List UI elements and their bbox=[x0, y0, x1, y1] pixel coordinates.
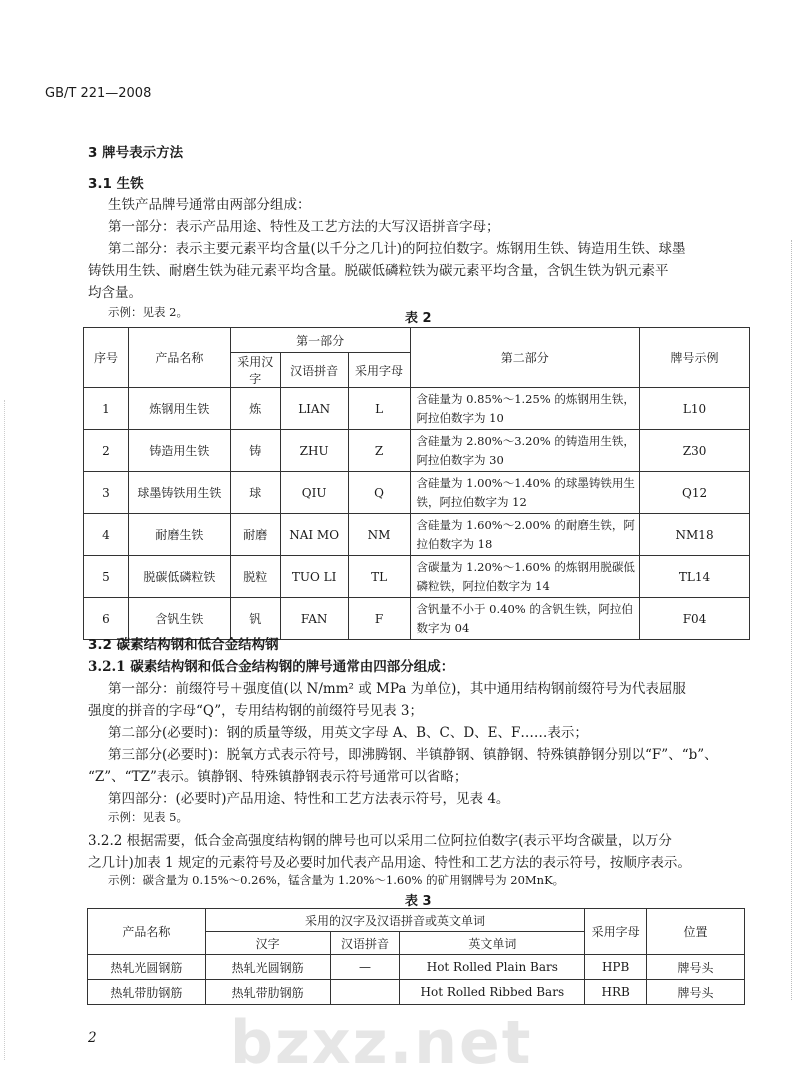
cell-part2: 含碳量为 1.20%～1.60% 的炼钢用脱碳低磷粒铁，阿拉伯数字为 14 bbox=[410, 556, 640, 598]
header-cell: 采用字母 bbox=[585, 909, 647, 955]
standard-number: GB/T 221—2008 bbox=[45, 86, 152, 101]
paragraph: 第一部分：前缀符号＋强度值(以 N/mm² 或 MPa 为单位)，其中通用结构钢前缀符号为代表屈服 bbox=[108, 681, 686, 697]
header-cell: 位置 bbox=[647, 909, 745, 955]
cell-letter: Z bbox=[348, 430, 410, 472]
cell-sample: Q12 bbox=[640, 472, 750, 514]
cell-pinyin: — bbox=[330, 955, 400, 980]
paragraph: 强度的拼音的字母“Q”，专用结构钢的前缀符号见表 3； bbox=[88, 703, 424, 719]
cell-sample: NM18 bbox=[640, 514, 750, 556]
cell-letter: HRB bbox=[585, 980, 647, 1005]
header-cell: 牌号示例 bbox=[640, 328, 750, 388]
cell-hanzi: 热轧带肋钢筋 bbox=[205, 980, 330, 1005]
cell-pinyin: FAN bbox=[280, 598, 348, 640]
header-cell: 序号 bbox=[84, 328, 129, 388]
table-row bbox=[84, 472, 750, 514]
cell-hanzi: 铸 bbox=[230, 430, 280, 472]
cell-pinyin bbox=[330, 980, 400, 1005]
cell-name: 含钒生铁 bbox=[128, 598, 230, 640]
cell-no: 6 bbox=[84, 598, 129, 640]
cell-pinyin: QIU bbox=[280, 472, 348, 514]
header-cell: 产品名称 bbox=[88, 909, 206, 955]
cell-pinyin: NAI MO bbox=[280, 514, 348, 556]
cell-sample: Z30 bbox=[640, 430, 750, 472]
cell-name: 铸造用生铁 bbox=[128, 430, 230, 472]
cell-part2: 含硅量为 2.80%～3.20% 的铸造用生铁，阿拉伯数字为 30 bbox=[410, 430, 640, 472]
header-cell: 汉字 bbox=[205, 932, 330, 955]
cell-pinyin: ZHU bbox=[280, 430, 348, 472]
header-cell: 采用的汉字及汉语拼音或英文单词 bbox=[205, 909, 584, 932]
paragraph: 均含量。 bbox=[88, 285, 142, 301]
cell-hanzi: 炼 bbox=[230, 388, 280, 430]
section-3-1-title: 3.1 生铁 bbox=[88, 176, 144, 192]
clause-3-2-1: 3.2.1 碳素结构钢和低合金结构钢的牌号通常由四部分组成： bbox=[88, 659, 455, 675]
paragraph: 生铁产品牌号通常由两部分组成： bbox=[108, 197, 311, 213]
paragraph: 第二部分：表示主要元素平均含量(以千分之几计)的阿拉伯数字。炼钢用生铁、铸造用生铁、球墨 bbox=[108, 241, 686, 257]
section-3-title: 3 牌号表示方法 bbox=[88, 145, 184, 161]
cell-position: 牌号头 bbox=[647, 980, 745, 1005]
header-cell: 汉语拼音 bbox=[280, 353, 348, 388]
table-row bbox=[88, 955, 745, 980]
paragraph: 第三部分(必要时)：脱氧方式表示符号，即沸腾钢、半镇静钢、镇静钢、特殊镇静钢分别以“F”、“b”、 bbox=[108, 747, 718, 763]
header-cell: 汉语拼音 bbox=[330, 932, 400, 955]
cell-letter: L bbox=[348, 388, 410, 430]
cell-no: 2 bbox=[84, 430, 129, 472]
table-row bbox=[84, 514, 750, 556]
cell-letter: NM bbox=[348, 514, 410, 556]
cell-name: 炼钢用生铁 bbox=[128, 388, 230, 430]
scan-edge bbox=[791, 240, 794, 1000]
cell-hanzi: 球 bbox=[230, 472, 280, 514]
cell-name: 耐磨生铁 bbox=[128, 514, 230, 556]
table-3 bbox=[87, 908, 745, 1005]
header-cell: 采用字母 bbox=[348, 353, 410, 388]
paragraph: 第四部分：(必要时)产品用途、特性和工艺方法表示符号，见表 4。 bbox=[108, 791, 510, 807]
header-cell: 第一部分 bbox=[230, 328, 410, 353]
cell-name: 球墨铸铁用生铁 bbox=[128, 472, 230, 514]
table-row bbox=[84, 430, 750, 472]
cell-part2: 含硅量为 0.85%～1.25% 的炼钢用生铁，阿拉伯数字为 10 bbox=[410, 388, 640, 430]
table-2-caption: 表 2 bbox=[405, 311, 432, 326]
paragraph: 第二部分(必要时)：钢的质量等级，用英文字母 A、B、C、D、E、F……表示； bbox=[108, 725, 588, 741]
example-note: 示例：见表 5。 bbox=[108, 810, 188, 824]
cell-english: Hot Rolled Ribbed Bars bbox=[400, 980, 585, 1005]
table-2 bbox=[83, 327, 750, 640]
cell-part2: 含硅量为 1.60%～2.00% 的耐磨生铁，阿拉伯数字为 18 bbox=[410, 514, 640, 556]
cell-english: Hot Rolled Plain Bars bbox=[400, 955, 585, 980]
table-3-caption: 表 3 bbox=[405, 894, 432, 909]
cell-name: 脱碳低磷粒铁 bbox=[128, 556, 230, 598]
cell-name: 热轧光圆钢筋 bbox=[88, 955, 206, 980]
cell-letter: F bbox=[348, 598, 410, 640]
cell-letter: Q bbox=[348, 472, 410, 514]
example-note: 示例：碳含量为 0.15%～0.26%，锰含量为 1.20%～1.60% 的矿用钢牌号为 20MnK。 bbox=[108, 873, 565, 887]
example-note: 示例：见表 2。 bbox=[108, 305, 188, 319]
cell-no: 4 bbox=[84, 514, 129, 556]
paragraph: 铸铁用生铁、耐磨生铁为硅元素平均含量。脱碳低磷粒铁为碳元素平均含量，含钒生铁为钒元素平 bbox=[88, 263, 669, 279]
cell-hanzi: 耐磨 bbox=[230, 514, 280, 556]
cell-part2: 含硅量为 1.00%～1.40% 的球墨铸铁用生铁，阿拉伯数字为 12 bbox=[410, 472, 640, 514]
watermark: bzxz.net bbox=[230, 1008, 533, 1078]
cell-letter: TL bbox=[348, 556, 410, 598]
header-cell: 第二部分 bbox=[410, 328, 640, 388]
cell-sample: F04 bbox=[640, 598, 750, 640]
cell-no: 3 bbox=[84, 472, 129, 514]
paragraph: 第一部分：表示产品用途、特性及工艺方法的大写汉语拼音字母； bbox=[108, 219, 500, 235]
table-row bbox=[84, 388, 750, 430]
cell-hanzi: 热轧光圆钢筋 bbox=[205, 955, 330, 980]
paragraph: “Z”、“TZ”表示。镇静钢、特殊镇静钢表示符号通常可以省略； bbox=[88, 769, 468, 785]
cell-hanzi: 钒 bbox=[230, 598, 280, 640]
table-row bbox=[88, 980, 745, 1005]
cell-pinyin: TUO LI bbox=[280, 556, 348, 598]
cell-sample: TL14 bbox=[640, 556, 750, 598]
cell-no: 5 bbox=[84, 556, 129, 598]
page-number: 2 bbox=[88, 1030, 97, 1046]
cell-name: 热轧带肋钢筋 bbox=[88, 980, 206, 1005]
clause-3-2-2: 3.2.2 根据需要，低合金高强度结构钢的牌号也可以采用二位阿拉伯数字(表示平均含碳量，以万分 bbox=[88, 833, 672, 849]
cell-part2: 含钒量不小于 0.40% 的含钒生铁，阿拉伯数字为 04 bbox=[410, 598, 640, 640]
header-cell: 产品名称 bbox=[128, 328, 230, 388]
header-cell: 英文单词 bbox=[400, 932, 585, 955]
cell-no: 1 bbox=[84, 388, 129, 430]
cell-position: 牌号头 bbox=[647, 955, 745, 980]
section-3-2-title: 3.2 碳素结构钢和低合金结构钢 bbox=[88, 637, 279, 653]
cell-letter: HPB bbox=[585, 955, 647, 980]
scan-edge bbox=[4, 400, 7, 1060]
header-cell: 采用汉字 bbox=[230, 353, 280, 388]
cell-sample: L10 bbox=[640, 388, 750, 430]
paragraph: 之几计)加表 1 规定的元素符号及必要时加代表产品用途、特性和工艺方法的表示符号，按顺序表示。 bbox=[88, 855, 691, 871]
cell-hanzi: 脱粒 bbox=[230, 556, 280, 598]
table-row bbox=[84, 556, 750, 598]
cell-pinyin: LIAN bbox=[280, 388, 348, 430]
